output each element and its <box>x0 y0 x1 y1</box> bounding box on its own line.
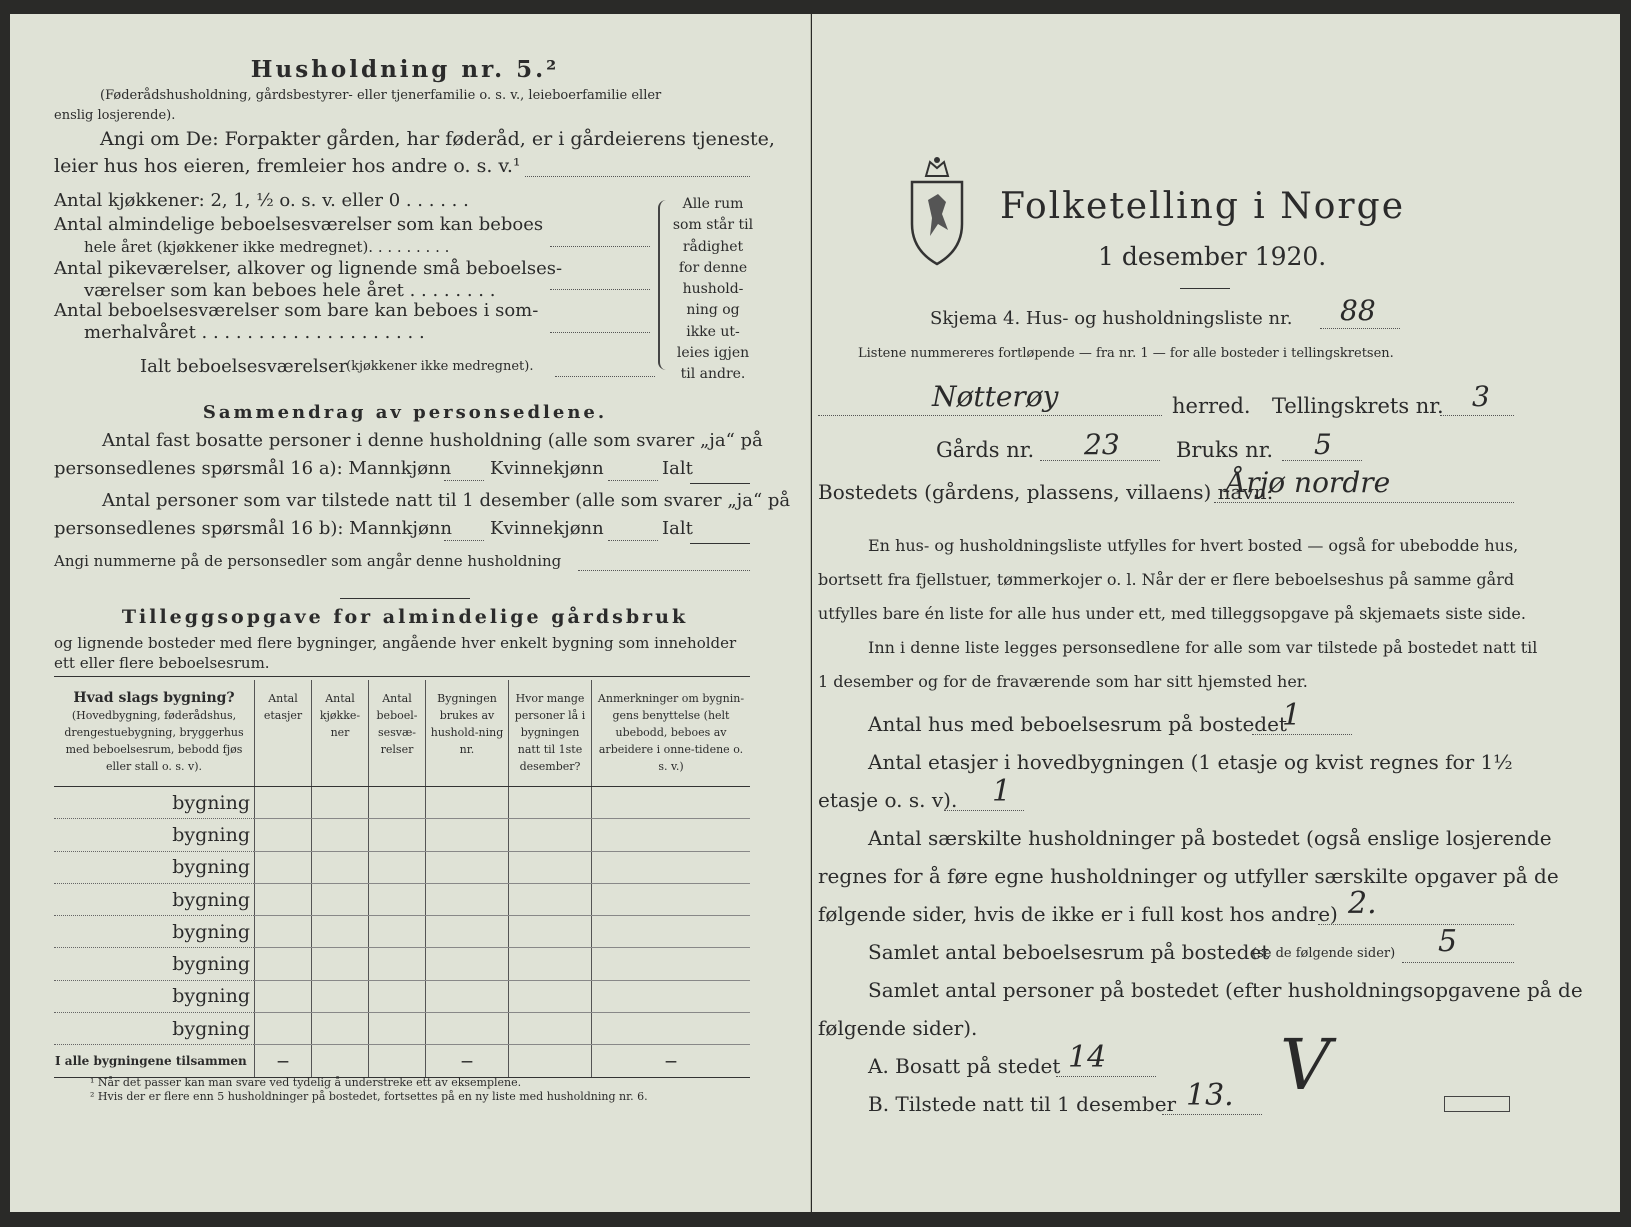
tillegg-title: Tilleggsopgave for almindelige gårdsbruk <box>121 606 689 628</box>
side-note-line: som står til <box>672 217 754 234</box>
sammendrag-1b: personsedlenes spørsmål 16 a): Mannkjønn <box>54 458 452 479</box>
building-cell[interactable] <box>312 948 369 980</box>
bruks-line[interactable] <box>1282 460 1362 461</box>
herred-line[interactable] <box>818 415 1162 416</box>
building-row <box>54 1013 750 1045</box>
gards-line[interactable] <box>1040 460 1160 461</box>
building-cell[interactable] <box>255 883 312 915</box>
tillegg-line-1: og lignende bosteder med flere bygninger, angående hver enkelt bygning som inneholder <box>54 634 737 652</box>
tillegg-line-2: ett eller flere beboelsesrum. <box>54 654 270 672</box>
building-cell[interactable] <box>509 787 592 819</box>
right-page <box>812 14 1620 1212</box>
building-row-label: bygning <box>172 920 250 943</box>
side-note <box>670 194 756 386</box>
building-cell[interactable] <box>255 980 312 1012</box>
building-cell[interactable] <box>509 819 592 851</box>
building-row <box>54 948 750 980</box>
angi-line-2: leier hus hos eieren, fremleier hos andre o. s. v.¹ <box>54 155 521 177</box>
ialt-2: Ialt <box>662 518 693 539</box>
building-cell[interactable] <box>509 948 592 980</box>
building-cell[interactable] <box>426 883 509 915</box>
side-note-line: hushold- <box>682 281 744 298</box>
building-row-label: bygning <box>172 953 250 976</box>
q-pikevaerelser-2: værelser som kan beboes hele året . . . . . . . . <box>84 280 496 301</box>
nummerne-line[interactable] <box>578 570 750 571</box>
building-type-cell[interactable] <box>54 819 255 851</box>
mann-line-2[interactable] <box>444 540 484 541</box>
sum-dash: — <box>426 1045 509 1077</box>
building-cell[interactable] <box>426 980 509 1012</box>
building-cell[interactable] <box>369 851 426 883</box>
col-personer: Hvor mange personer lå i bygningen natt til 1ste desember? <box>509 680 592 787</box>
building-row <box>54 819 750 851</box>
bosted-line[interactable] <box>1214 502 1514 503</box>
col-kjokkener: Antal kjøkke-ner <box>312 680 369 787</box>
tilstede-label: B. Tilstede natt til 1 desember <box>868 1092 1177 1116</box>
building-cell[interactable] <box>312 819 369 851</box>
side-note-line: leies igjen <box>676 345 750 362</box>
building-row <box>54 851 750 883</box>
instr-3: utfylles bare én liste for alle hus under ett, med tilleggsopgave på skjemaets siste side. <box>818 604 1526 623</box>
separator <box>340 598 470 599</box>
q-almindelige: Antal almindelige beboelsesværelser som kan beboes <box>54 214 544 235</box>
samlet-rum-line[interactable] <box>1402 962 1514 963</box>
building-type-cell[interactable] <box>54 980 255 1012</box>
ialt-line-1[interactable] <box>690 483 750 484</box>
samlet-rum: Samlet antal beboelsesrum på bostedet <box>868 940 1270 964</box>
sum-cell[interactable] <box>509 1045 592 1077</box>
building-cell[interactable] <box>312 883 369 915</box>
building-cell[interactable] <box>369 1013 426 1045</box>
building-cell[interactable] <box>255 851 312 883</box>
building-cell[interactable] <box>255 787 312 819</box>
building-cell[interactable] <box>592 1013 751 1045</box>
building-cell[interactable] <box>312 980 369 1012</box>
skjema-nr-line[interactable] <box>1320 328 1400 329</box>
side-note-line: for denne <box>678 259 748 276</box>
answer-line-2[interactable] <box>550 246 650 247</box>
tilstede-line[interactable] <box>1162 1114 1262 1115</box>
building-cell[interactable] <box>369 883 426 915</box>
tellingskrets-line[interactable] <box>1440 415 1514 416</box>
printer-stamp <box>1444 1096 1510 1112</box>
hus-value: 1 <box>1282 698 1302 733</box>
building-cell[interactable] <box>592 787 751 819</box>
form-date: 1 desember 1920. <box>1098 242 1327 271</box>
hus-label: Antal hus med beboelsesrum på bostedet <box>868 712 1287 736</box>
tilstede-value: 13. <box>1186 1078 1234 1113</box>
building-cell[interactable] <box>509 883 592 915</box>
sammendrag-2b: personsedlenes spørsmål 16 b): Mannkjønn <box>54 518 453 539</box>
sammendrag-title: Sammendrag av personsedlene. <box>202 402 608 423</box>
building-cell[interactable] <box>426 916 509 948</box>
bosatt-line[interactable] <box>1056 1076 1156 1077</box>
ialt-answer-line[interactable] <box>555 376 655 377</box>
etasjer-2: etasje o. s. v). <box>818 788 958 812</box>
building-cell[interactable] <box>255 916 312 948</box>
left-page <box>10 14 811 1212</box>
building-cell[interactable] <box>312 1013 369 1045</box>
building-cell[interactable] <box>509 1013 592 1045</box>
sum-cell[interactable] <box>369 1045 426 1077</box>
building-table <box>54 680 750 1078</box>
building-cell[interactable] <box>369 787 426 819</box>
bruks-nr: 5 <box>1314 428 1332 461</box>
side-note-line: ning og <box>686 302 740 319</box>
building-cell[interactable] <box>426 851 509 883</box>
col-hvad-slags: Hvad slags bygning? (Hovedbygning, føderådshus, drengestuebygning, bryggerhus med beboelsesrum, bebodd fjøs eller stall o. s. v). <box>54 680 255 787</box>
bosatt-label: A. Bosatt på stedet <box>868 1054 1061 1078</box>
building-cell[interactable] <box>426 948 509 980</box>
kvinne-2: Kvinnekjønn <box>490 518 604 539</box>
skjema-nr: 88 <box>1340 294 1376 327</box>
building-cell[interactable] <box>592 980 751 1012</box>
building-row-label: bygning <box>172 823 250 846</box>
etasjer-line[interactable] <box>944 810 1024 811</box>
sum-cell[interactable] <box>312 1045 369 1077</box>
building-cell[interactable] <box>426 819 509 851</box>
instr-4: Inn i denne liste legges personsedlene for alle som var tilstede på bostedet natt til <box>868 638 1538 657</box>
q-sommer-2: merhalvåret . . . . . . . . . . . . . . . . . . . . <box>84 322 425 343</box>
footnote-2: ² Hvis der er flere enn 5 husholdninger på bostedet, fortsettes på en ny liste med husholdning nr. 6. <box>90 1090 648 1103</box>
tellingskrets-label: Tellingskrets nr. <box>1272 394 1444 418</box>
building-cell[interactable] <box>509 916 592 948</box>
building-type-cell[interactable] <box>54 787 255 819</box>
bruks-label: Bruks nr. <box>1176 438 1274 462</box>
bosted-value: Årjø nordre <box>1226 466 1391 499</box>
ialt-1: Ialt <box>662 458 693 479</box>
gards-nr: 23 <box>1084 428 1120 461</box>
angi-line-1: Angi om De: Forpakter gården, har føderåd, er i gårdeierens tjeneste, <box>100 128 775 150</box>
household-subtitle: (Føderådshusholdning, gårdsbestyrer- eller tjenerfamilie o. s. v., leieboerfamilie eller <box>100 88 662 103</box>
building-cell[interactable] <box>369 819 426 851</box>
herred-value: Nøtterøy <box>932 380 1059 413</box>
angi-nummerne: Angi nummerne på de personsedler som angår denne husholdning <box>54 552 562 570</box>
etasjer-1: Antal etasjer i hovedbygningen (1 etasje og kvist regnes for 1½ <box>868 750 1513 774</box>
sammendrag-2a: Antal personer som var tilstede natt til 1 desember (alle som svarer „ja“ på <box>102 490 791 511</box>
title-rule <box>1180 288 1230 289</box>
instr-1: En hus- og husholdningsliste utfylles for hvert bosted — også for ubebodde hus, <box>868 536 1519 555</box>
saerskilte-1: Antal særskilte husholdninger på bostedet (også enslige losjerende <box>868 826 1552 850</box>
q-almindelige-2: hele året (kjøkkener ikke medregnet). . . . . . . . . <box>84 238 450 256</box>
building-row <box>54 787 750 819</box>
building-cell[interactable] <box>312 787 369 819</box>
building-cell[interactable] <box>426 787 509 819</box>
building-row-label: bygning <box>172 985 250 1008</box>
household-title: Husholdning nr. 5.² <box>250 56 560 83</box>
building-cell[interactable] <box>369 948 426 980</box>
sum-row-label: I alle bygningene tilsammen <box>54 1045 255 1077</box>
col-etasjer: Antal etasjer <box>255 680 312 787</box>
building-cell[interactable] <box>312 851 369 883</box>
gards-label: Gårds nr. <box>936 438 1035 462</box>
ialt-line-2[interactable] <box>690 543 750 544</box>
building-cell[interactable] <box>509 980 592 1012</box>
building-cell[interactable] <box>592 819 751 851</box>
building-cell[interactable] <box>255 948 312 980</box>
building-row <box>54 916 750 948</box>
kvinne-line-1[interactable] <box>608 480 658 481</box>
building-cell[interactable] <box>369 916 426 948</box>
form-title: Folketelling i Norge <box>1000 186 1405 227</box>
building-cell[interactable] <box>312 916 369 948</box>
skjema-label: Skjema 4. Hus- og husholdningsliste nr. <box>930 308 1293 329</box>
side-note-line: rådighet <box>682 238 744 255</box>
side-note-line: til andre. <box>680 366 746 383</box>
household-subtitle-2: enslig losjerende). <box>54 108 176 123</box>
building-cell[interactable] <box>369 980 426 1012</box>
saerskilte-value: 2. <box>1348 886 1377 921</box>
building-cell[interactable] <box>426 1013 509 1045</box>
hus-line[interactable] <box>1252 734 1352 735</box>
footnote-1: ¹ Når det passer kan man svare ved tydelig å understreke ett av eksemplene. <box>90 1076 522 1089</box>
building-cell[interactable] <box>592 916 751 948</box>
col-husholdning-nr: Bygningen brukes av hushold-ning nr. <box>426 680 509 787</box>
building-type-cell[interactable] <box>54 851 255 883</box>
brace <box>658 200 666 370</box>
bosatt-value: 14 <box>1068 1040 1107 1075</box>
building-row-label: bygning <box>172 1017 250 1040</box>
listene-note: Listene nummereres fortløpende — fra nr. 1 — for alle bosteder i tellingskretsen. <box>858 346 1394 361</box>
tellingskrets-nr: 3 <box>1472 380 1490 413</box>
building-cell[interactable] <box>592 883 751 915</box>
sum-dash: — <box>592 1045 751 1077</box>
instr-2: bortsett fra fjellstuer, tømmerkojer o. l. Når der er flere beboelseshus på samme gård <box>818 570 1515 589</box>
table-top-rule <box>54 676 750 677</box>
sum-dash: — <box>255 1045 312 1077</box>
herred-label: herred. <box>1172 394 1251 418</box>
building-row-label: bygning <box>172 856 250 879</box>
ialt-label: Ialt beboelsesværelser <box>140 356 348 377</box>
q-kjokkener: Antal kjøkkener: 2, 1, ½ o. s. v. eller 0 . . . . . . <box>54 190 469 211</box>
side-note-line: ikke ut- <box>686 323 740 340</box>
mann-line-1[interactable] <box>444 480 484 481</box>
col-vaerelser: Antal beboel-sesvæ-relser <box>369 680 426 787</box>
side-note-line: Alle rum <box>682 196 744 212</box>
coat-of-arms-icon <box>908 154 966 268</box>
building-cell[interactable] <box>255 1013 312 1045</box>
building-row <box>54 883 750 915</box>
col-anmerkninger: Anmerkninger om bygnin-gens benyttelse (helt ubebodd, beboes av arbeidere i onne-tidene o. s. v.) <box>592 680 751 787</box>
building-cell[interactable] <box>509 851 592 883</box>
answer-line-4[interactable] <box>550 332 650 333</box>
samlet-rum-value: 5 <box>1438 924 1458 959</box>
building-cell[interactable] <box>592 851 751 883</box>
building-type-cell[interactable] <box>54 1013 255 1045</box>
building-cell[interactable] <box>255 819 312 851</box>
saerskilte-line[interactable] <box>1318 924 1514 925</box>
building-type-cell[interactable] <box>54 916 255 948</box>
samlet-personer-1: Samlet antal personer på bostedet (efter husholdningsopgavene på de <box>868 978 1583 1002</box>
instr-5: 1 desember og for de fraværende som har sitt hjemsted her. <box>818 672 1308 691</box>
answer-line-3[interactable] <box>550 289 650 290</box>
kvinne-1: Kvinnekjønn <box>490 458 604 479</box>
building-row <box>54 980 750 1012</box>
building-type-cell[interactable] <box>54 883 255 915</box>
bostedets-label: Bostedets (gårdens, plassens, villaens) navn: <box>818 480 1274 504</box>
building-type-cell[interactable] <box>54 948 255 980</box>
samlet-personer-2: følgende sider). <box>818 1016 978 1040</box>
angi-answer-line[interactable] <box>525 176 750 177</box>
checkmark: V <box>1280 1024 1331 1106</box>
q-sommer: Antal beboelsesværelser som bare kan beboes i som- <box>54 300 539 321</box>
etasjer-value: 1 <box>992 774 1012 809</box>
building-row-label: bygning <box>172 791 250 814</box>
sammendrag-1a: Antal fast bosatte personer i denne husholdning (alle som svarer „ja“ på <box>102 430 763 451</box>
kvinne-line-2[interactable] <box>608 540 658 541</box>
building-row-label: bygning <box>172 888 250 911</box>
building-cell[interactable] <box>592 948 751 980</box>
saerskilte-3: følgende sider, hvis de ikke er i full kost hos andre) <box>818 902 1338 926</box>
ialt-note: (kjøkkener ikke medregnet). <box>346 359 534 374</box>
q-pikevaerelser: Antal pikeværelser, alkover og lignende små beboelses- <box>54 258 563 279</box>
saerskilte-2: regnes for å føre egne husholdninger og utfyller særskilte opgaver på de <box>818 864 1559 888</box>
samlet-rum-note: (se de følgende sider) <box>1252 946 1396 961</box>
